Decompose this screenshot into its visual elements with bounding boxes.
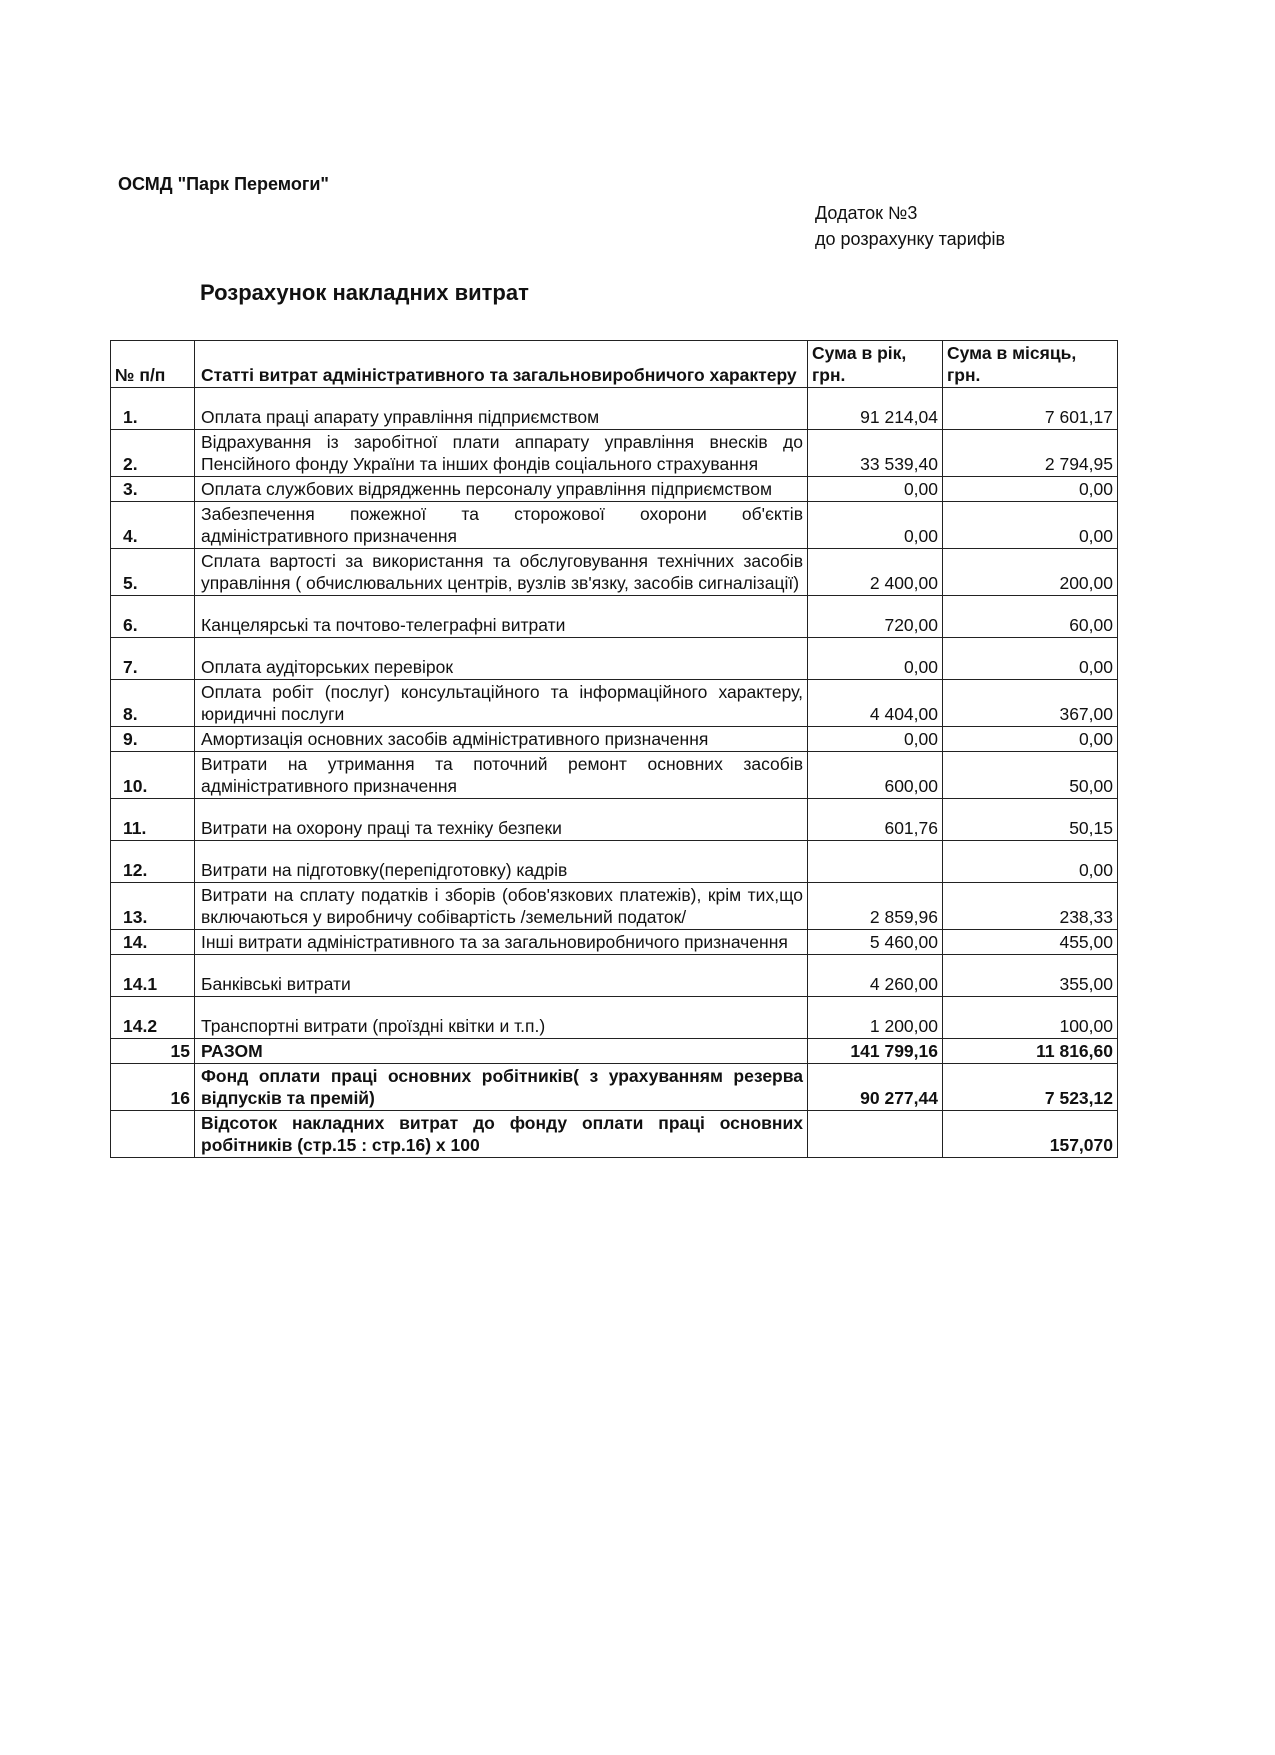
wage-fund-month-sum: 7 523,12 xyxy=(943,1064,1118,1111)
row-month-sum: 0,00 xyxy=(943,841,1118,883)
table-row xyxy=(111,502,1118,549)
row-year-sum: 720,00 xyxy=(808,596,943,638)
row-year-sum: 91 214,04 xyxy=(808,388,943,430)
row-month-sum: 200,00 xyxy=(943,549,1118,596)
row-year-sum xyxy=(808,841,943,883)
row-description: Витрати на утримання та поточний ремонт основних засобів адміністративного призначення xyxy=(195,752,808,799)
organization-name: ОСМД "Парк Перемоги" xyxy=(118,174,329,194)
row-month-sum: 0,00 xyxy=(943,502,1118,549)
row-description: Інші витрати адміністративного та за загальновиробничого призначення xyxy=(195,930,808,955)
row-num: 14.2 xyxy=(111,997,195,1039)
row-year-sum: 0,00 xyxy=(808,727,943,752)
overhead-percent-num xyxy=(111,1111,195,1158)
table-row xyxy=(111,841,1118,883)
row-description: Витрати на сплату податків і зборів (обов'язкових платежів), крім тих,що включаються у виробничу собівартість /земельний податок/ xyxy=(195,883,808,930)
row-num: 14.1 xyxy=(111,955,195,997)
row-description: Оплата аудіторських перевірок xyxy=(195,638,808,680)
row-month-sum: 0,00 xyxy=(943,638,1118,680)
table-row xyxy=(111,596,1118,638)
row-month-sum: 60,00 xyxy=(943,596,1118,638)
row-description: Витрати на охорону праці та техніку безпеки xyxy=(195,799,808,841)
overhead-percent-description: Відсоток накладних витрат до фонду оплати праці основних робітників (стр.15 : стр.16) х 100 xyxy=(195,1111,808,1158)
row-description: Оплата службових відрядженнь персоналу управління підприємством xyxy=(195,477,808,502)
row-year-sum: 2 400,00 xyxy=(808,549,943,596)
overhead-costs-table xyxy=(110,340,1118,1158)
total-year-sum: 141 799,16 xyxy=(808,1039,943,1064)
appendix-label xyxy=(815,200,1005,252)
total-month-sum: 11 816,60 xyxy=(943,1039,1118,1064)
table-row xyxy=(111,680,1118,727)
row-description: Сплата вартості за використання та обслуговування технічних засобів управління ( обчислювальних центрів, вузлів зв'язку, засобів сигналізації) xyxy=(195,549,808,596)
row-year-sum: 601,76 xyxy=(808,799,943,841)
row-num: 14. xyxy=(111,930,195,955)
table-row xyxy=(111,388,1118,430)
row-num: 5. xyxy=(111,549,195,596)
table-row xyxy=(111,477,1118,502)
row-year-sum: 0,00 xyxy=(808,638,943,680)
row-year-sum: 33 539,40 xyxy=(808,430,943,477)
row-description: Відрахування із заробітної плати аппарату управління внесків до Пенсійного фонду України та інших фондів соціального страхування xyxy=(195,430,808,477)
wage-fund-row xyxy=(111,1064,1118,1111)
row-month-sum: 0,00 xyxy=(943,727,1118,752)
row-num: 1. xyxy=(111,388,195,430)
total-num: 15 xyxy=(111,1039,195,1064)
row-num: 4. xyxy=(111,502,195,549)
header-month-sum: Сума в місяць, грн. xyxy=(943,341,1118,388)
row-num: 7. xyxy=(111,638,195,680)
row-num: 11. xyxy=(111,799,195,841)
overhead-percent-row xyxy=(111,1111,1118,1158)
appendix-line-1: Додаток №3 xyxy=(815,203,918,223)
row-month-sum: 50,00 xyxy=(943,752,1118,799)
row-num: 9. xyxy=(111,727,195,752)
table-row xyxy=(111,955,1118,997)
table-row xyxy=(111,727,1118,752)
table-row xyxy=(111,883,1118,930)
row-description: Банківські витрати xyxy=(195,955,808,997)
row-month-sum: 355,00 xyxy=(943,955,1118,997)
table-row xyxy=(111,997,1118,1039)
row-description: Канцелярські та почтово-телеграфні витрати xyxy=(195,596,808,638)
row-description: Оплата праці апарату управління підприємством xyxy=(195,388,808,430)
table-row xyxy=(111,930,1118,955)
row-year-sum: 1 200,00 xyxy=(808,997,943,1039)
row-year-sum: 600,00 xyxy=(808,752,943,799)
wage-fund-num: 16 xyxy=(111,1064,195,1111)
table-row xyxy=(111,549,1118,596)
row-month-sum: 455,00 xyxy=(943,930,1118,955)
row-description: Амортизація основних засобів адміністративного призначення xyxy=(195,727,808,752)
row-year-sum: 5 460,00 xyxy=(808,930,943,955)
row-num: 13. xyxy=(111,883,195,930)
overhead-percent-value: 157,070 xyxy=(943,1111,1118,1158)
table-row xyxy=(111,638,1118,680)
row-num: 10. xyxy=(111,752,195,799)
table-row xyxy=(111,799,1118,841)
overhead-percent-year xyxy=(808,1111,943,1158)
row-year-sum: 0,00 xyxy=(808,502,943,549)
row-num: 3. xyxy=(111,477,195,502)
document-title: Розрахунок накладних витрат xyxy=(200,280,529,305)
row-year-sum: 4 404,00 xyxy=(808,680,943,727)
header-year-sum: Сума в рік, грн. xyxy=(808,341,943,388)
row-num: 6. xyxy=(111,596,195,638)
table-row xyxy=(111,752,1118,799)
wage-fund-year-sum: 90 277,44 xyxy=(808,1064,943,1111)
row-month-sum: 238,33 xyxy=(943,883,1118,930)
row-description: Витрати на підготовку(перепідготовку) кадрів xyxy=(195,841,808,883)
row-month-sum: 7 601,17 xyxy=(943,388,1118,430)
row-month-sum: 0,00 xyxy=(943,477,1118,502)
row-year-sum: 2 859,96 xyxy=(808,883,943,930)
row-year-sum: 4 260,00 xyxy=(808,955,943,997)
header-description: Статті витрат адміністративного та загальновиробничого характеру xyxy=(195,341,808,388)
row-description: Забезпечення пожежної та сторожової охорони об'єктів адміністративного призначення xyxy=(195,502,808,549)
appendix-line-2: до розрахунку тарифів xyxy=(815,229,1006,249)
row-num: 12. xyxy=(111,841,195,883)
row-description: Оплата робіт (послуг) консультаційного та інформаційного характеру, юридичні послуги xyxy=(195,680,808,727)
row-description: Транспортні витрати (проїздні квітки и т.п.) xyxy=(195,997,808,1039)
table-row xyxy=(111,430,1118,477)
row-month-sum: 2 794,95 xyxy=(943,430,1118,477)
wage-fund-description: Фонд оплати праці основних робітників( з урахуванням резерва відпусків та премій) xyxy=(195,1064,808,1111)
total-row xyxy=(111,1039,1118,1064)
header-num: № п/п xyxy=(111,341,195,388)
row-num: 2. xyxy=(111,430,195,477)
row-num: 8. xyxy=(111,680,195,727)
table-header-row xyxy=(111,341,1118,388)
row-year-sum: 0,00 xyxy=(808,477,943,502)
row-month-sum: 367,00 xyxy=(943,680,1118,727)
row-month-sum: 100,00 xyxy=(943,997,1118,1039)
row-month-sum: 50,15 xyxy=(943,799,1118,841)
total-description: РАЗОМ xyxy=(195,1039,808,1064)
